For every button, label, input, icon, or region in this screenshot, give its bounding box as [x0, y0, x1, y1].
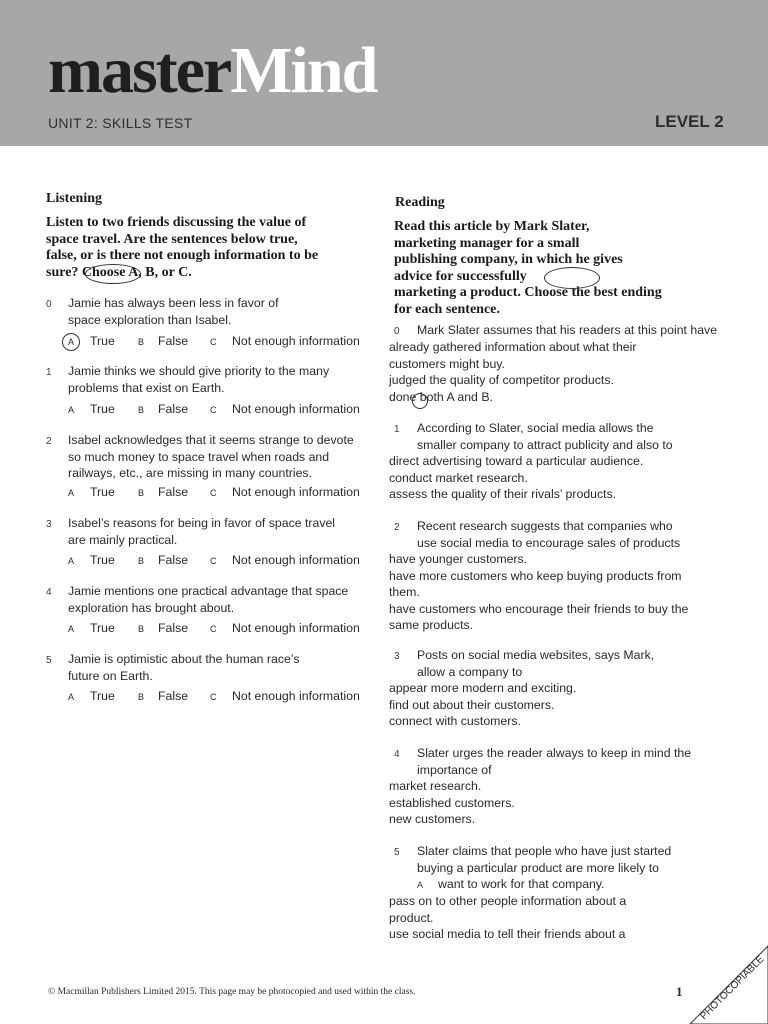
reading-title: Reading — [395, 195, 445, 210]
item-stem: Mark Slater assumes that his readers at this point have — [417, 323, 718, 337]
option-letter-c[interactable]: C — [210, 405, 217, 415]
option-true[interactable]: True — [90, 402, 115, 416]
option-letter-a[interactable]: A — [68, 624, 75, 634]
option-not-enough[interactable]: Not enough information — [232, 334, 360, 348]
item-number: 3 — [394, 651, 400, 662]
item-number: 0 — [394, 326, 400, 337]
option-not-enough[interactable]: Not enough information — [232, 689, 360, 703]
item-number: 3 — [46, 519, 52, 530]
item-stem: Slater urges the reader always to keep in mind the importance of — [417, 746, 692, 777]
option-letter-b[interactable]: B — [138, 556, 145, 566]
item-statement: Isabel’s reasons for being in favor of space travel are mainly practical. — [68, 516, 336, 547]
option-false[interactable]: False — [158, 334, 189, 348]
option-true[interactable]: True — [90, 689, 115, 703]
listening-instruction: Listen to two friends discussing the value of space travel. Are the sentences below true, false, or is there not enough information to be sure? Choose A, B, or C. — [46, 215, 319, 280]
option-letter-c[interactable]: C — [210, 488, 217, 498]
option-letter-a[interactable]: A — [68, 692, 75, 702]
item-number: 0 — [46, 299, 52, 310]
option-letter-a[interactable]: A — [68, 337, 75, 347]
option-not-enough[interactable]: Not enough information — [232, 621, 360, 635]
item-number: 1 — [394, 424, 400, 435]
option-letter-b[interactable]: B — [138, 692, 145, 702]
option-letter-b[interactable]: B — [138, 488, 145, 498]
item-number: 5 — [46, 655, 52, 666]
option-letter-a[interactable]: A — [68, 556, 75, 566]
item-number: 4 — [46, 587, 52, 598]
answer-choice[interactable]: want to work for that company. — [438, 877, 605, 891]
item-stem: Recent research suggests that companies who use social media to encourage sales of products — [417, 519, 681, 550]
option-true[interactable]: True — [90, 621, 115, 635]
unit-label: UNIT 2: SKILLS TEST — [48, 115, 193, 131]
option-letter-b[interactable]: B — [138, 337, 145, 347]
mastermind-logo: masterMind — [48, 34, 377, 107]
item-statement: Jamie is optimistic about the human race’s future on Earth. — [68, 652, 300, 683]
option-not-enough[interactable]: Not enough information — [232, 402, 360, 416]
option-letter-a[interactable]: A — [68, 405, 75, 415]
item-stem: Posts on social media websites, says Mark, allow a company to — [417, 648, 655, 679]
option-false[interactable]: False — [158, 485, 189, 499]
option-letter-b[interactable]: B — [138, 405, 145, 415]
item-number: 4 — [394, 749, 400, 760]
photocopiable-label: PHOTOCOPIABLE — [698, 953, 767, 1023]
option-letter-c[interactable]: C — [210, 337, 217, 347]
item-statement: Isabel acknowledges that it seems strange to devote so much money to space travel when roads and railways, etc., are missing in many countries. — [68, 433, 354, 480]
answer-choices[interactable]: market research. established customers. new customers. — [389, 779, 515, 826]
option-letter-b[interactable]: B — [138, 624, 145, 634]
option-letter-c[interactable]: C — [210, 624, 217, 634]
answer-choices[interactable]: direct advertising toward a particular audience. conduct market research. assess the quality of their rivals’ products. — [389, 454, 644, 501]
option-letter-c[interactable]: C — [210, 556, 217, 566]
answer-choices[interactable]: already gathered information about what their customers might buy. judged the quality of competitor products. done both A and B. — [389, 340, 637, 404]
option-true[interactable]: True — [90, 485, 115, 499]
level-label: LEVEL 2 — [655, 112, 724, 131]
option-false[interactable]: False — [158, 689, 189, 703]
option-letter-a[interactable]: A — [68, 488, 75, 498]
answer-choices[interactable]: appear more modern and exciting. find out about their customers. connect with customers. — [389, 681, 577, 728]
option-not-enough[interactable]: Not enough information — [232, 553, 360, 567]
item-stem: According to Slater, social media allows the smaller company to attract publicity and also to — [417, 421, 673, 452]
item-stem: Slater claims that people who have just started buying a particular product are more likely to — [417, 844, 672, 875]
page-number: 1 — [676, 984, 683, 999]
option-true[interactable]: True — [90, 334, 115, 348]
answer-choices[interactable]: pass on to other people information about a product. use social media to tell their friends about a — [389, 894, 627, 941]
listening-title: Listening — [46, 191, 103, 206]
copyright-notice: © Macmillan Publishers Limited 2015. This page may be photocopied and used within the class. — [48, 987, 416, 997]
answer-choices[interactable]: have younger customers. have more customers who keep buying products from them. have customers who encourage their friends to buy the same products. — [389, 552, 689, 632]
option-not-enough[interactable]: Not enough information — [232, 485, 360, 499]
option-letter-a[interactable]: A — [417, 880, 424, 890]
option-false[interactable]: False — [158, 621, 189, 635]
item-number: 2 — [394, 522, 400, 533]
option-true[interactable]: True — [90, 553, 115, 567]
item-number: 5 — [394, 847, 400, 858]
item-number: 1 — [46, 367, 52, 378]
item-statement: Jamie thinks we should give priority to the many problems that exist on Earth. — [68, 364, 330, 395]
reading-instruction: Read this article by Mark Slater, marketing manager for a small publishing company, in which he gives advice for successfully marketing a product. Choose the best ending for each sentence. — [394, 219, 662, 317]
option-false[interactable]: False — [158, 402, 189, 416]
option-letter-c[interactable]: C — [210, 692, 217, 702]
item-statement: Jamie mentions one practical advantage that space exploration has brought about. — [68, 584, 349, 615]
option-false[interactable]: False — [158, 553, 189, 567]
item-statement: Jamie has always been less in favor of space exploration than Isabel. — [68, 296, 279, 327]
item-number: 2 — [46, 436, 52, 447]
